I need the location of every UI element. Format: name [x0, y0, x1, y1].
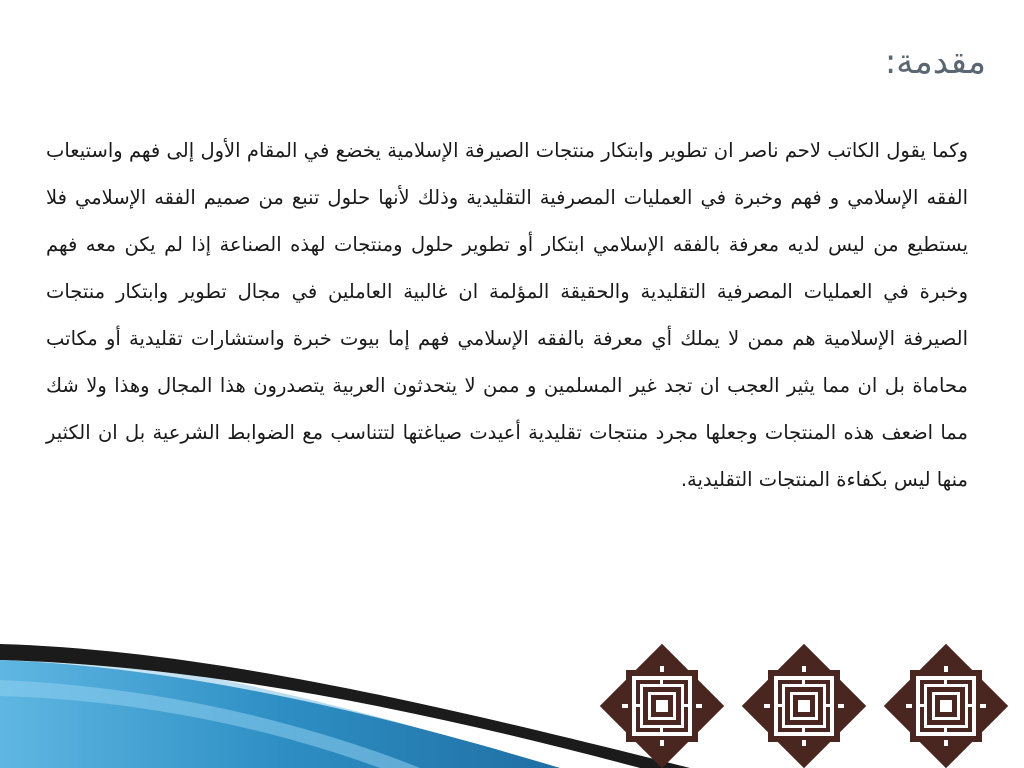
kufic-ornament-right [884, 644, 1008, 768]
slide-title: مقدمة: [884, 42, 986, 82]
kufic-ornament-row [596, 644, 1024, 768]
body-paragraph: وكما يقول الكاتب لاحم ناصر ان تطوير وابتكار منتجات الصيرفة الإسلامية يخضع في المقام الأول إلى فهم واستيعاب الفقه الإسلامي و فهم وخبرة في العمليات المصرفية التقليدية وذلك لأنها حلول تنبع من صميم الفقه الإسلامي فلا يستطيع من ليس لديه معرفة بالفقه الإسلامي ابتكار أو تطوير حلول ومنتجات لهذه الصناعة إذا لم يكن معه فهم وخبرة في العمليات المصرفية التقليدية والحقيقة المؤلمة ان غالبية العاملين في مجال تطوير وابتكار منتجات الصيرفة الإسلامية هم ممن لا يملك أي معرفة بالفقه الإسلامي فهم إما بيوت خبرة واستشارات تقليدية أو مكاتب محاماة بل ان مما يثير العجب ان تجد غير المسلمين و ممن لا يتحدثون العربية يتصدرون هذا المجال وهذا ولا شك مما اضعف هذه المنتجات وجعلها مجرد منتجات تقليدية أعيدت صياغتها لتتناسب مع الضوابط الشرعية بل ان الكثير منها ليس بكفاءة المنتجات التقليدية. [46, 139, 968, 491]
swoosh-graphic [0, 620, 700, 768]
kufic-ornament-middle [742, 644, 866, 768]
kufic-ornament-left [600, 644, 724, 768]
